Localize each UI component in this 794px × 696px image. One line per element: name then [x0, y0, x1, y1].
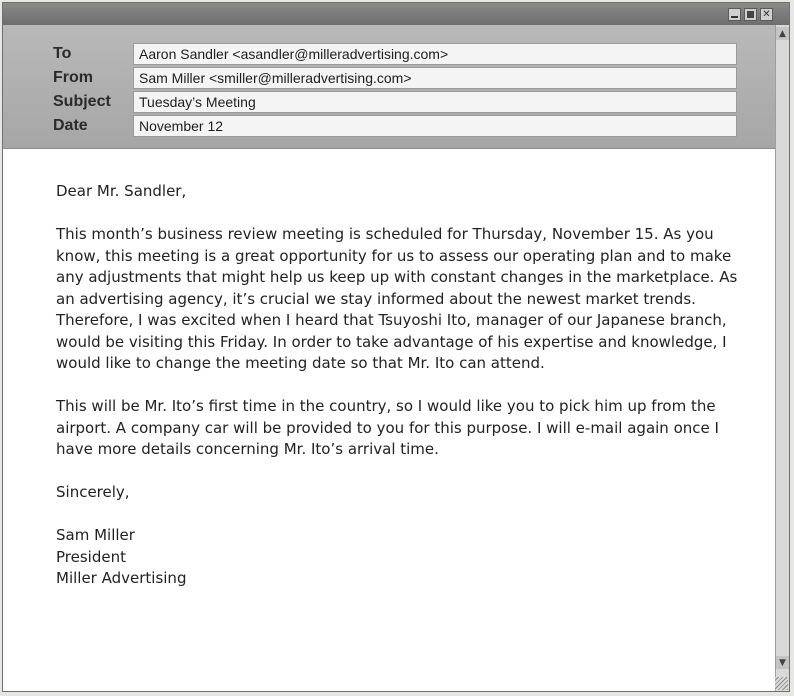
close-button[interactable]	[760, 8, 773, 21]
date-label: Date	[53, 117, 88, 134]
letter-text	[56, 181, 756, 590]
maximize-button[interactable]	[744, 8, 757, 21]
title-bar	[3, 3, 789, 25]
closing: Sincerely,	[56, 483, 130, 501]
signature	[56, 525, 756, 590]
signature-name: Sam Miller	[56, 526, 135, 544]
signature-company: Miller Advertising	[56, 569, 187, 587]
scroll-up-icon: ▲	[779, 28, 786, 39]
date-field[interactable]: November 12	[133, 115, 737, 137]
close-icon: ✕	[762, 8, 771, 20]
scroll-down-icon: ▼	[779, 657, 786, 668]
from-row	[3, 67, 775, 89]
to-row	[3, 43, 775, 65]
subject-row	[3, 91, 775, 113]
paragraph-1: This month’s business review meeting is scheduled for Thursday, November 15. As you know, this meeting is a great opportunity for us to assess our operating plan and to make any adjustments that might help us keep up with constant changes in the marketplace. As an advertising agency, it’s crucial we stay informed about the newest market trends. Therefore, I was excited when I heard that Tsuyoshi Ito, manager of our Japanese branch, would be visiting this Friday. In order to take advantage of his expertise and knowledge, I would like to change the meeting date so that Mr. Ito can attend.	[56, 225, 738, 372]
greeting: Dear Mr. Sandler,	[56, 182, 187, 200]
maximize-icon	[747, 11, 754, 18]
email-window	[2, 2, 790, 692]
email-header	[3, 25, 775, 149]
subject-label: Subject	[53, 93, 111, 110]
date-row	[3, 115, 775, 137]
scroll-up-button[interactable]	[776, 27, 789, 40]
subject-field[interactable]: Tuesday’s Meeting	[133, 91, 737, 113]
scroll-down-button[interactable]	[776, 656, 789, 669]
message-body[interactable]	[3, 150, 775, 691]
vertical-scrollbar[interactable]	[775, 25, 789, 691]
resize-grip[interactable]	[775, 677, 788, 690]
paragraph-2: This will be Mr. Ito’s first time in the country, so I would like you to pick him up from the airport. A company car will be provided to you for this purpose. I will e-mail again once I have more details concerning Mr. Ito’s arrival time.	[56, 397, 719, 458]
window-controls	[728, 8, 773, 21]
signature-title: President	[56, 547, 126, 566]
from-label: From	[53, 69, 93, 86]
minimize-icon	[731, 16, 738, 18]
from-field[interactable]: Sam Miller <smiller@milleradvertising.com>	[133, 67, 737, 89]
to-field[interactable]: Aaron Sandler <asandler@milleradvertising.com>	[133, 43, 737, 65]
to-label: To	[53, 45, 72, 62]
minimize-button[interactable]	[728, 8, 741, 21]
